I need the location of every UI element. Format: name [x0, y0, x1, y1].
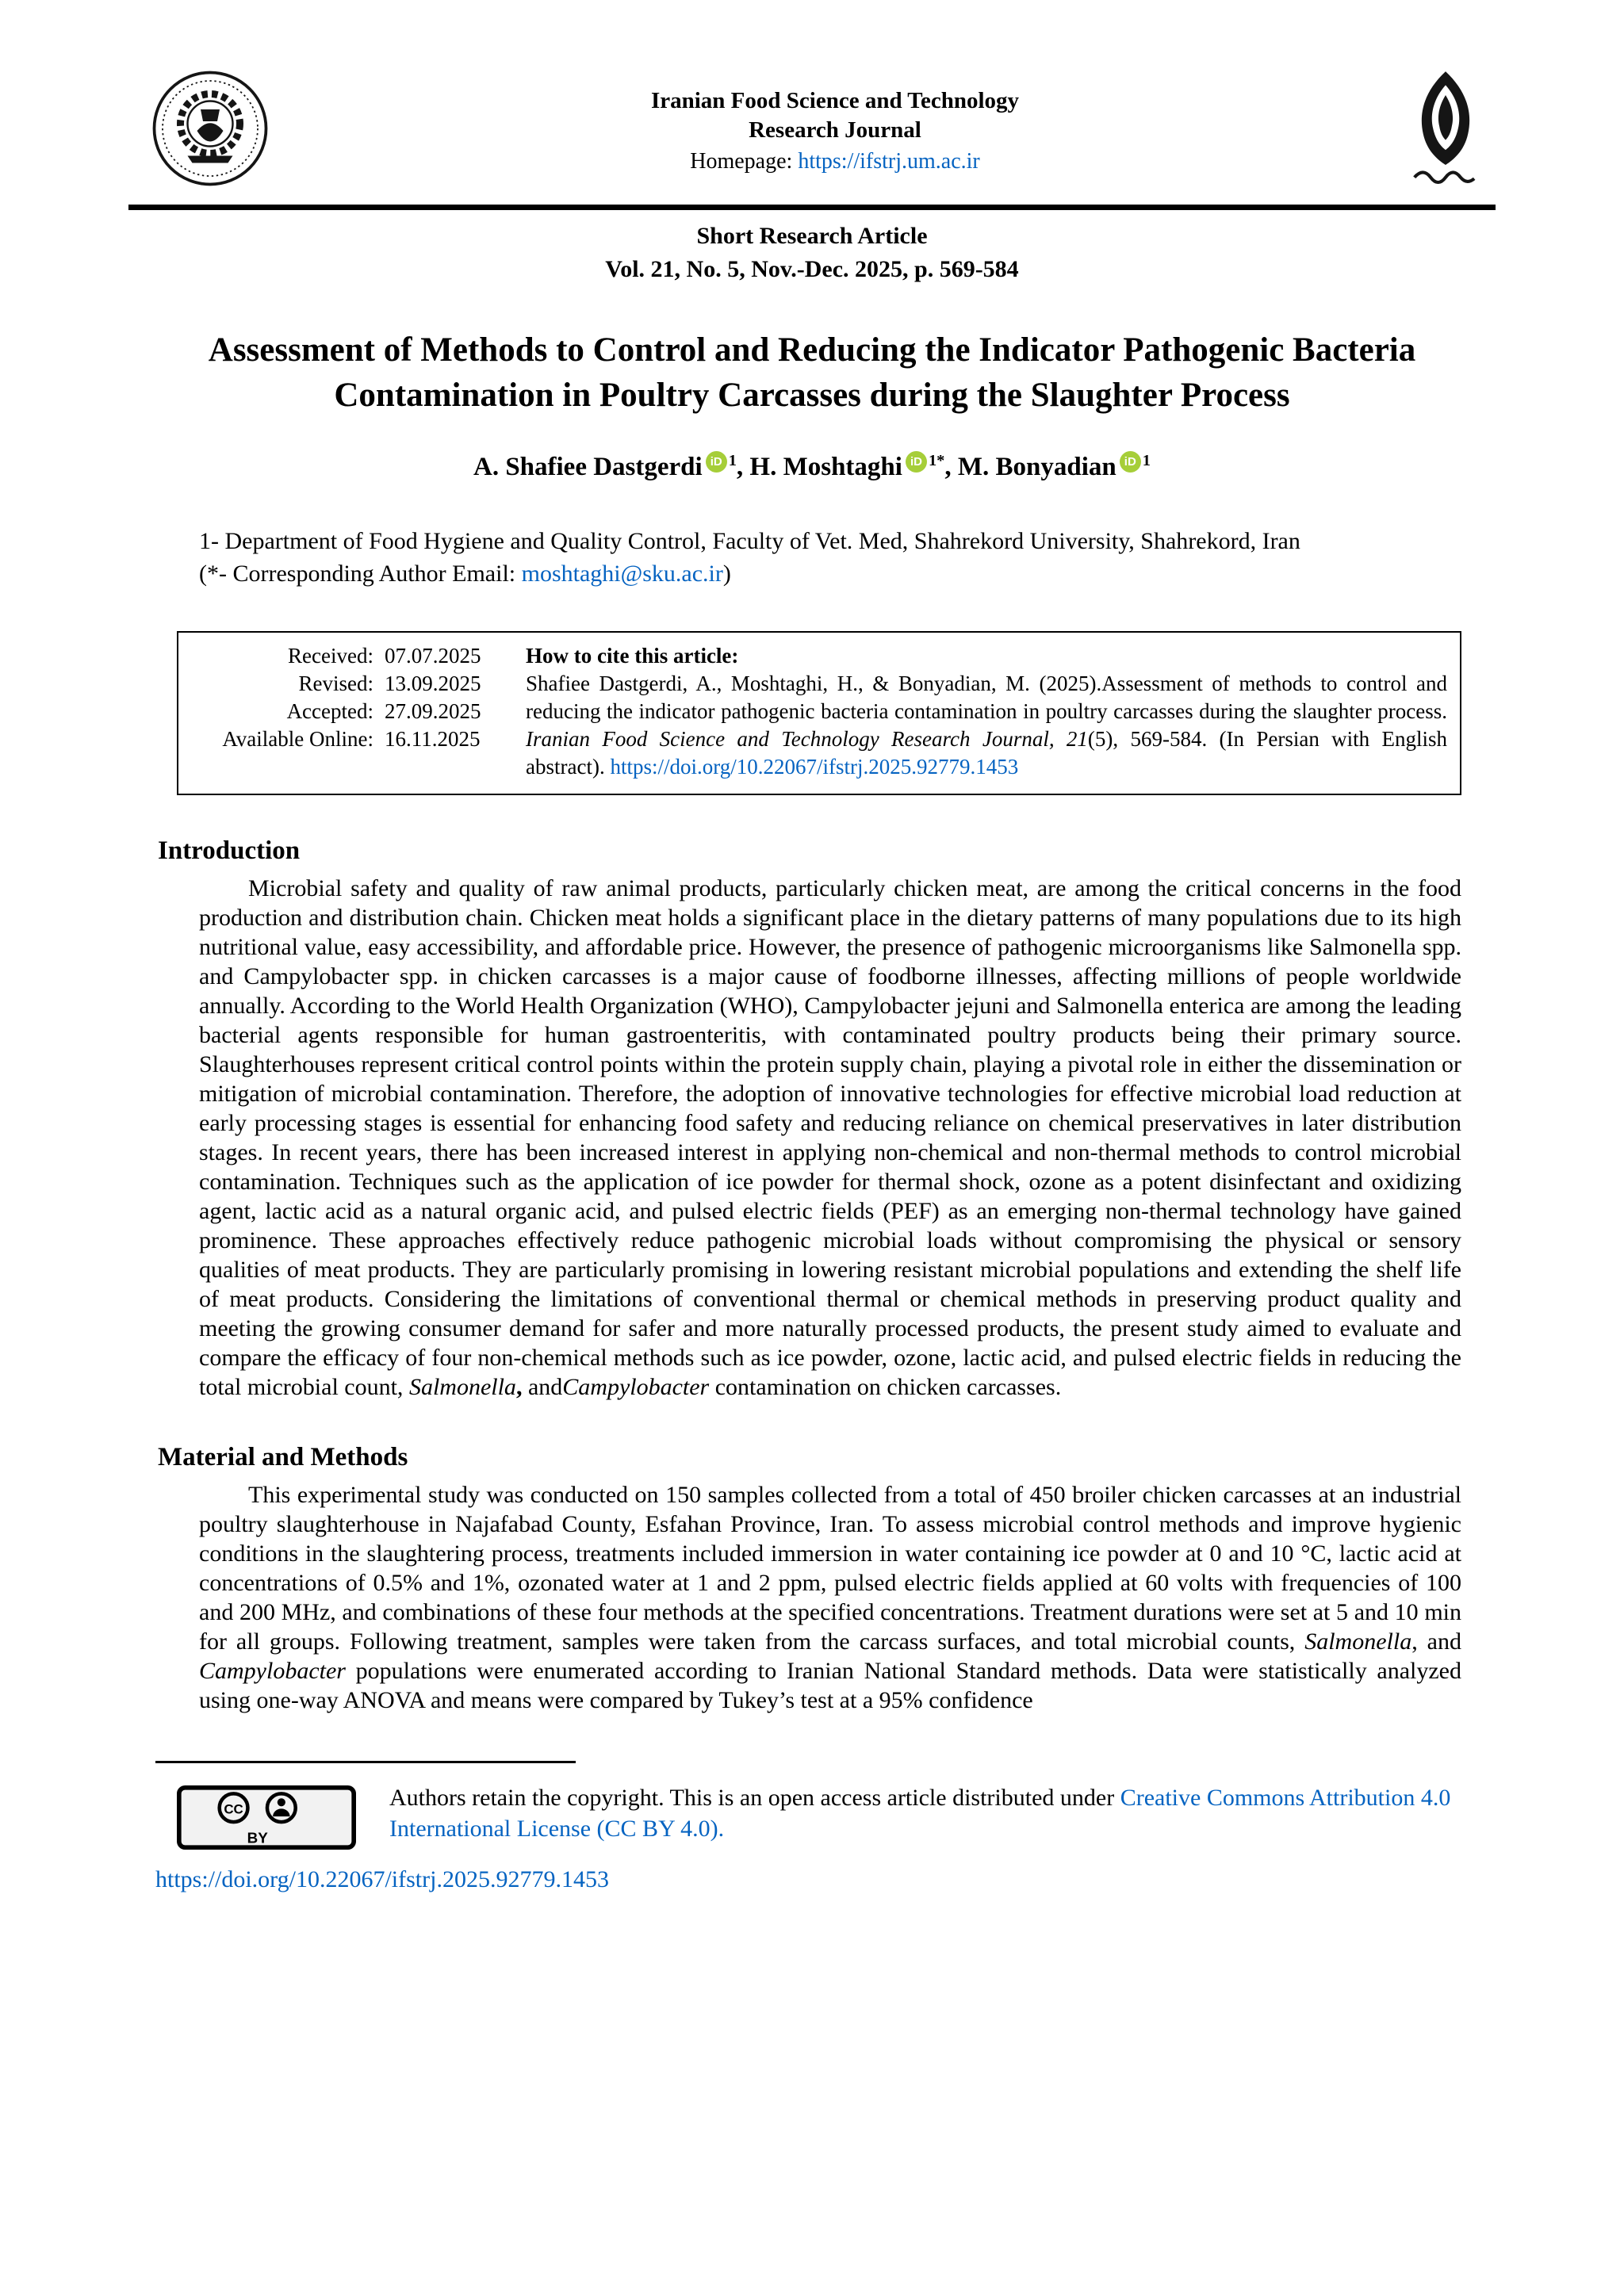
citation-box — [177, 631, 1461, 795]
accepted-row — [186, 698, 504, 725]
affiliation-block — [199, 525, 1465, 590]
available-online-row — [186, 725, 504, 753]
authors-line — [0, 451, 1624, 482]
material-methods-paragraph: This experimental study was conducted on 150 samples collected from a total of 450 broiler chicken carcasses at an industrial poultry slaughterhouse in Najafabad County, Esfahan Province, Iran. To assess microbial control methods and improve hygienic conditions in the slaughtering process, treatments included immersion in water containing ice powder at 0 and 10 °C, lactic acid at concentrations of 0.5% and 1%, ozonated water at 1 and 2 ppm, pulsed electric fields applied at 60 volts with frequencies of 100 and 200 MHz, and combinations of these four methods at the specified concentrations. Treatment durations were set at 5 and 10 min for all groups. Following treatment, samples were taken from the carcass surfaces, and total microbial counts, Salmonella, and Campylobacter populations were enumerated according to Iranian National Standard methods. Data were statistically analyzed using one-way ANOVA and means were compared by Tukey’s test at a 95% confidence — [199, 1482, 1461, 1713]
corresponding-prefix: (*- Corresponding Author Email: — [199, 561, 522, 587]
orcid-icon[interactable]: iD — [1120, 451, 1141, 473]
homepage-label: Homepage: — [690, 148, 799, 174]
corresponding-email-link[interactable]: moshtaghi@sku.ac.ir — [521, 561, 723, 587]
article-dates — [186, 642, 504, 781]
journal-name-line1: Iranian Food Science and Technology — [650, 87, 1020, 113]
orcid-icon[interactable]: iD — [906, 451, 927, 473]
author-name: A. Shafiee Dastgerdi — [473, 453, 703, 481]
section-heading-introduction: Introduction — [158, 836, 301, 865]
author-superscript: 1 — [1142, 452, 1151, 469]
author-name: M. Bonyadian — [957, 453, 1116, 481]
date-value: 07.07.2025 — [385, 644, 481, 668]
copyright-text: Authors retain the copyright. This is an open access article distributed under Creative Commons Attribution 4.0 International License (CC BY 4.0). — [389, 1785, 1451, 1842]
university-logo-icon — [1400, 67, 1489, 193]
header-rule — [128, 205, 1496, 210]
volume-info: Vol. 21, No. 5, Nov.-Dec. 2025, p. 569-584 — [605, 256, 1019, 282]
author-name: H. Moshtaghi — [749, 453, 902, 481]
introduction-paragraph: Microbial safety and quality of raw animal products, particularly chicken meat, are among the critical concerns in the food production and distribution chain. Chicken meat holds a significant place in the dietary patterns of many populations due to its high nutritional value, easy accessibility, and affordable price. However, the presence of pathogenic microorganisms like Salmonella spp. and Campylobacter spp. in chicken carcasses is a major cause of foodborne illnesses, affecting millions of people worldwide annually. According to the World Health Organization (WHO), Campylobacter jejuni and Salmonella enterica are among the leading bacterial agents responsible for human gastroenteritis, with contaminated poultry products being their primary source. Slaughterhouses represent critical control points within the protein supply chain, playing a pivotal role in either the dissemination or mitigation of microbial contamination. Therefore, the adoption of innovative technologies for effective microbial load reduction at early processing stages is essential for enhancing food safety and reducing reliance on chemical preservatives in later distribution stages. In recent years, there has been increased interest in applying non-chemical and non-thermal methods to control microbial contamination. Techniques such as the application of ice powder for thermal shock, ozone as a potent disinfectant and oxidizing agent, lactic acid as a natural organic acid, and pulsed electric fields (PEF) as an emerging non-thermal technology have gained prominence. These approaches effectively reduce pathogenic microbial loads without compromising the physical or sensory qualities of meat products. They are particularly promising in lowering resistant microbial populations and extending the shelf life of meat products. Considering the limitations of conventional thermal or chemical methods in preserving product quality and meeting the growing consumer demand for safer and more naturally processed products, the present study aimed to evaluate and compare the efficacy of four non-chemical methods such as ice powder, ozone, lactic acid, and pulsed electric fields in reducing the total microbial count, Salmonella, andCampylobacter contamination on chicken carcasses. — [199, 875, 1461, 1400]
orcid-icon[interactable]: iD — [706, 451, 727, 473]
corresponding-suffix: ) — [722, 561, 731, 587]
date-value: 16.11.2025 — [385, 727, 481, 751]
corresponding-line — [199, 557, 1465, 590]
date-value: 27.09.2025 — [385, 699, 481, 723]
license-row — [177, 1782, 1481, 1854]
date-label: Revised: — [298, 672, 373, 695]
date-label: Available Online: — [222, 727, 373, 751]
citation-text: Shafiee Dastgerdi, A., Moshtaghi, H., & Bonyadian, M. (2025).Assessment of methods to control and reducing the indicator pathogenic bacteria contamination in poultry carcasses during the slaughter process. Iranian Food Science and Technology Research Journal, 21(5), 569-584. (In Persian with English abstract). https://doi.org/10.22067/ifstrj.2025.92779.1453 — [526, 672, 1448, 779]
section-heading-material-methods: Material and Methods — [158, 1443, 408, 1471]
author-separator: , — [736, 453, 750, 481]
journal-homepage — [270, 149, 1400, 174]
how-to-cite-label: How to cite this article: — [526, 644, 739, 668]
bottom-doi-link[interactable]: https://doi.org/10.22067/ifstrj.2025.92779.1453 — [155, 1866, 609, 1892]
cc-by-badge-icon[interactable] — [177, 1782, 356, 1854]
date-label: Received: — [288, 644, 373, 668]
homepage-link[interactable]: https://ifstrj.um.ac.ir — [798, 148, 980, 174]
author-superscript: 1 — [728, 452, 737, 469]
institute-emblem-icon — [151, 69, 270, 192]
affiliation-line: 1- Department of Food Hygiene and Quality Control, Faculty of Vet. Med, Shahrekord University, Shahrekord, Iran — [199, 528, 1300, 554]
journal-name-line2: Research Journal — [749, 117, 921, 143]
citation — [526, 642, 1447, 781]
svg-text:CC: CC — [224, 1801, 243, 1817]
author-superscript: 1* — [928, 452, 945, 469]
date-label: Accepted: — [286, 699, 373, 723]
received-row — [186, 642, 504, 670]
article-type: Short Research Article — [696, 223, 928, 249]
svg-text:BY: BY — [247, 1829, 268, 1846]
link[interactable]: https://doi.org/10.22067/ifstrj.2025.92779.1453 — [610, 755, 1019, 779]
footnote-rule — [155, 1761, 576, 1763]
article-title: Assessment of Methods to Control and Reducing the Indicator Pathogenic Bacteria Contamination in Poultry Carcasses during the Slaughter Process — [208, 331, 1416, 414]
journal-header — [0, 0, 1624, 193]
link[interactable]: Creative Commons Attribution 4.0 International License (CC BY 4.0). — [389, 1785, 1451, 1842]
date-value: 13.09.2025 — [385, 672, 481, 695]
journal-masthead — [270, 86, 1400, 174]
author-separator: , — [944, 453, 958, 481]
revised-row — [186, 670, 504, 698]
